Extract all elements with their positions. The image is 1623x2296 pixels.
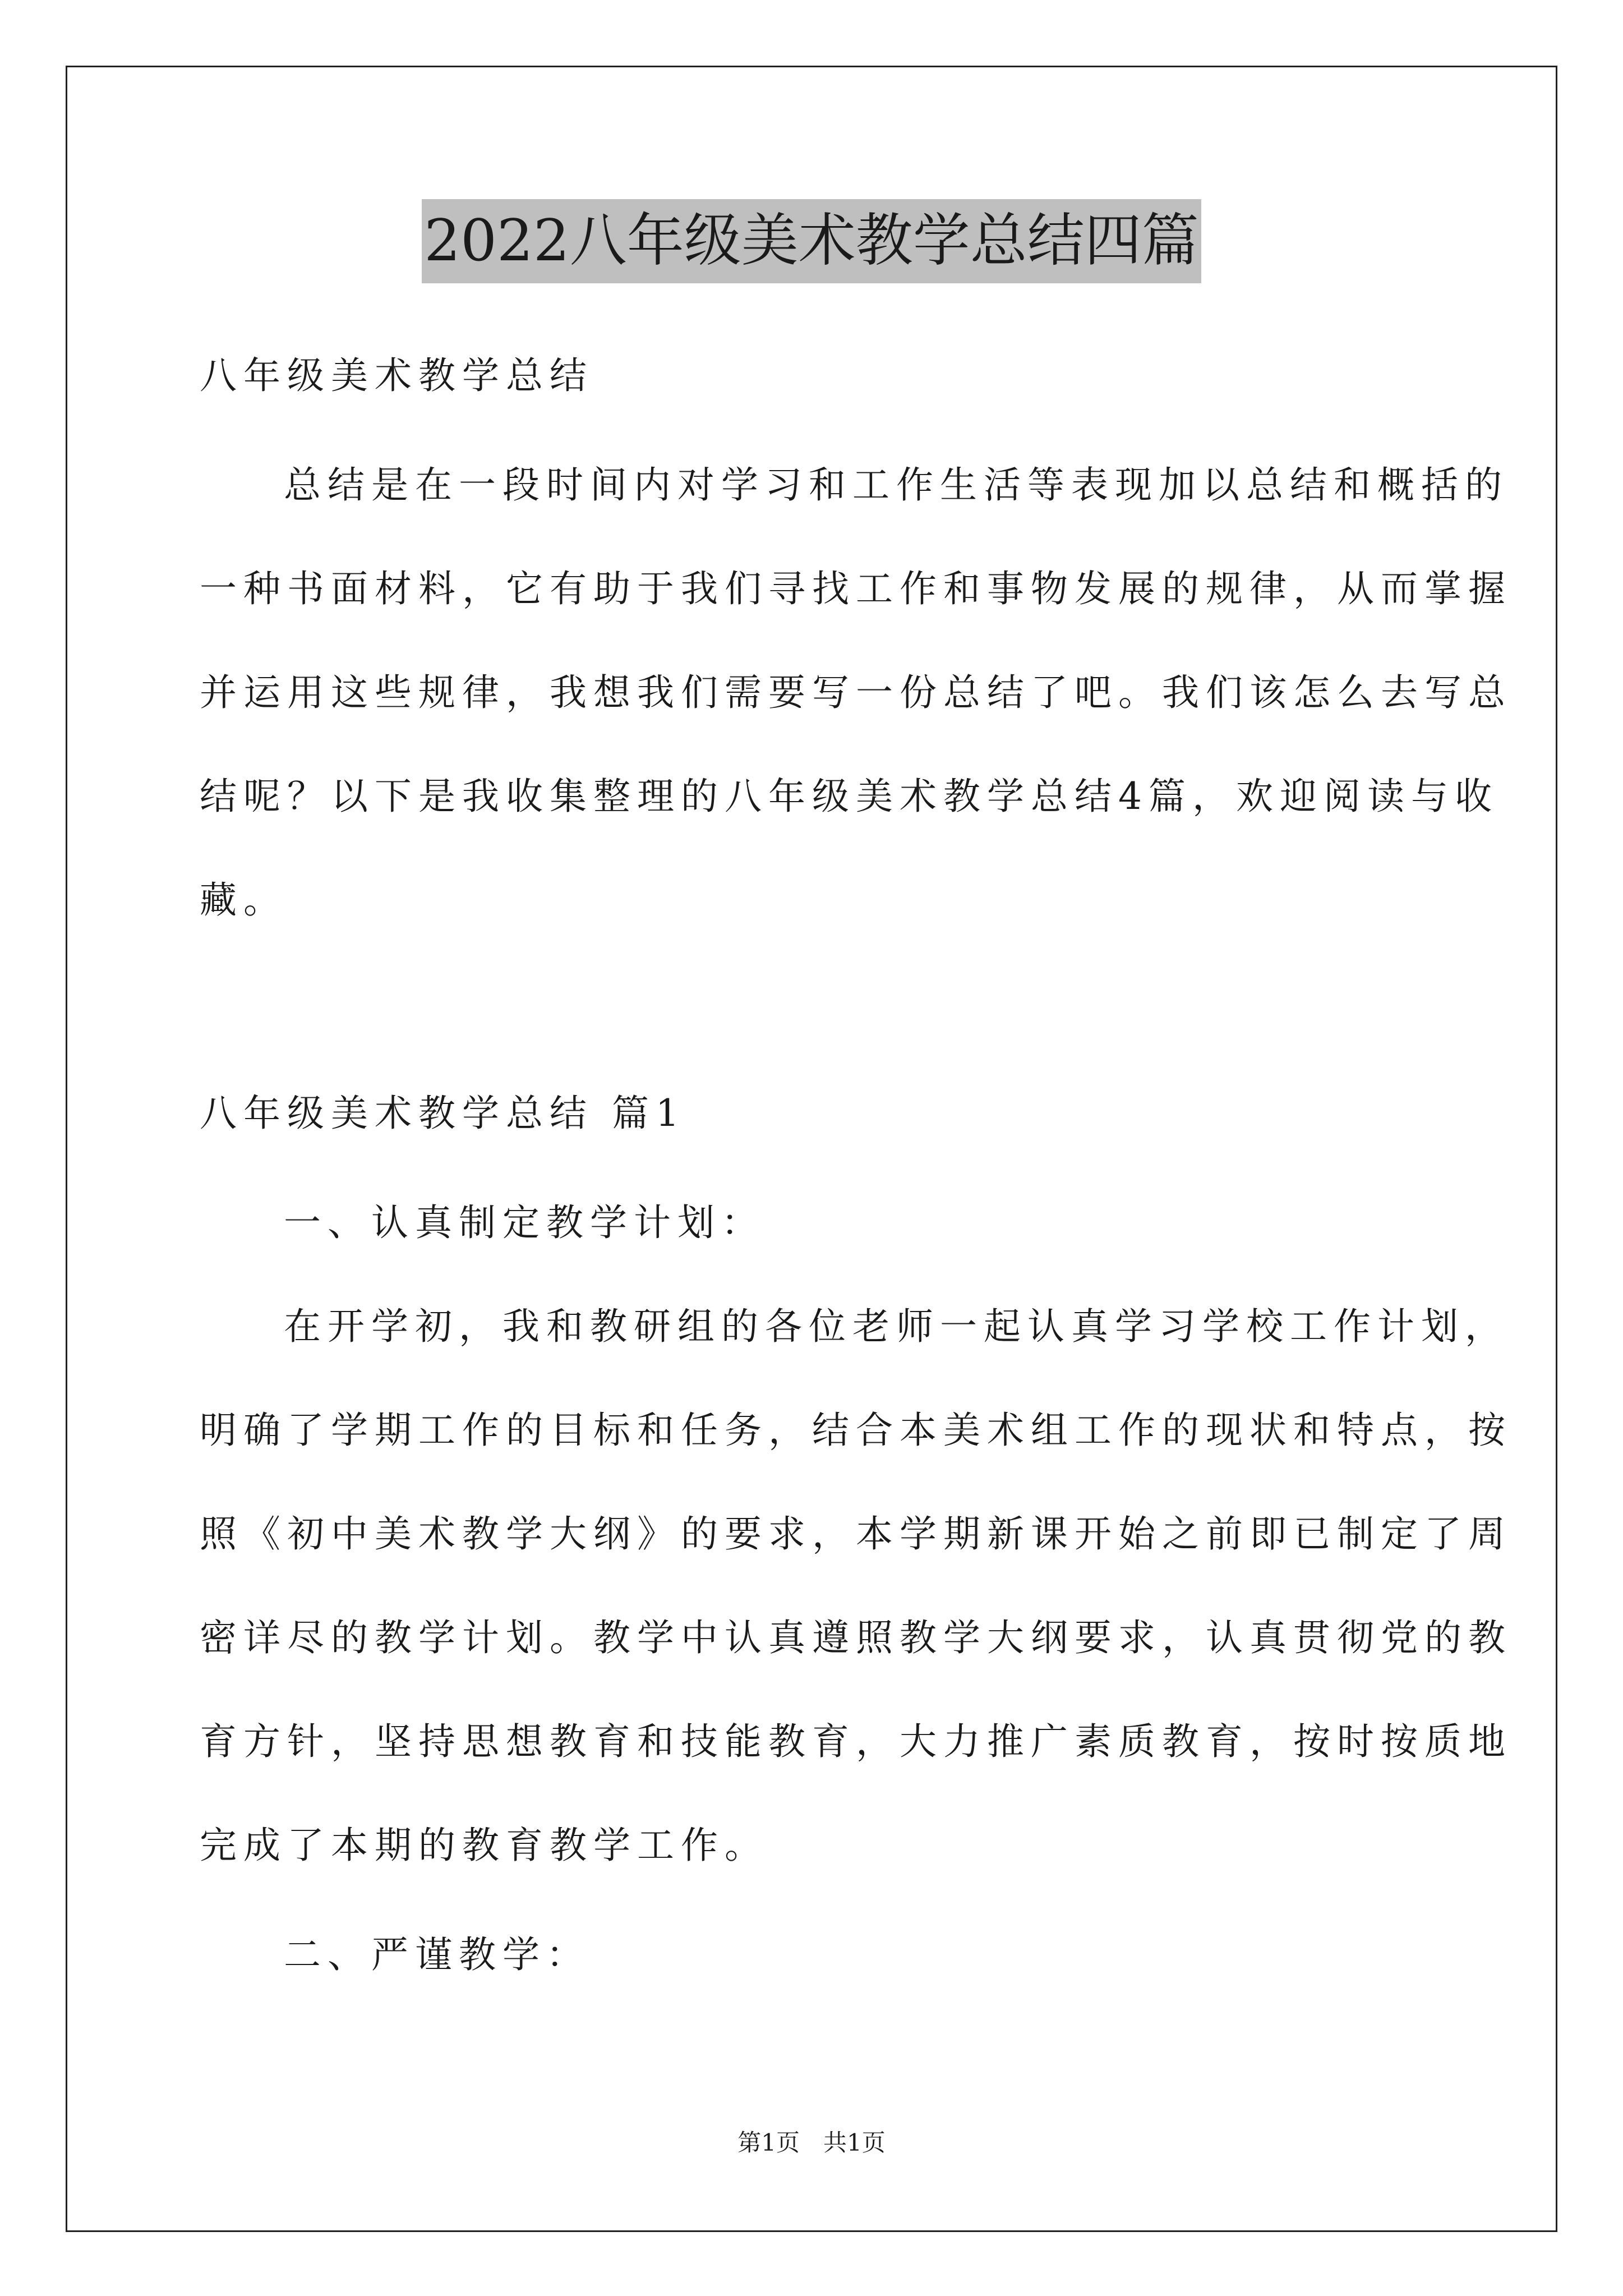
document-title xyxy=(0,199,1623,296)
paragraph-line: 明确了学期工作的目标和任务，结合本美术组工作的现状和特点，按 xyxy=(200,1409,1512,1452)
document-title-text: 2022八年级美术教学总结四篇 xyxy=(422,199,1201,283)
paragraph-line: 密详尽的教学计划。教学中认真遵照教学大纲要求，认真贯彻党的教 xyxy=(200,1616,1512,1659)
paragraph-line: 并运用这些规律，我想我们需要写一份总结了吧。我们该怎么去写总 xyxy=(200,671,1512,714)
subheading: 二、严谨教学： xyxy=(284,1933,590,1976)
subheading: 一、认真制定教学计划： xyxy=(284,1201,765,1244)
paragraph-line: 一种书面材料，它有助于我们寻找工作和事物发展的规律，从而掌握 xyxy=(200,567,1512,610)
section-heading: 八年级美术教学总结 篇1 xyxy=(200,1092,686,1135)
paragraph-line: 总结是在一段时间内对学习和工作生活等表现加以总结和概括的 xyxy=(284,463,1509,507)
paragraph-line: 在开学初，我和教研组的各位老师一起认真学习学校工作计划， xyxy=(284,1305,1509,1348)
paragraph-line: 结呢？以下是我收集整理的八年级美术教学总结4篇，欢迎阅读与收 xyxy=(200,775,1498,818)
page-number: 第1页 共1页 xyxy=(737,2129,886,2156)
paragraph-line: 照《初中美术教学大纲》的要求，本学期新课开始之前即已制定了周 xyxy=(200,1512,1512,1556)
paragraph-line: 藏。 xyxy=(200,878,287,922)
paragraph-line: 完成了本期的教育教学工作。 xyxy=(200,1824,768,1867)
section-heading: 八年级美术教学总结 xyxy=(200,354,593,397)
paragraph-line: 育方针，坚持思想教育和技能教育，大力推广素质教育，按时按质地 xyxy=(200,1720,1512,1763)
